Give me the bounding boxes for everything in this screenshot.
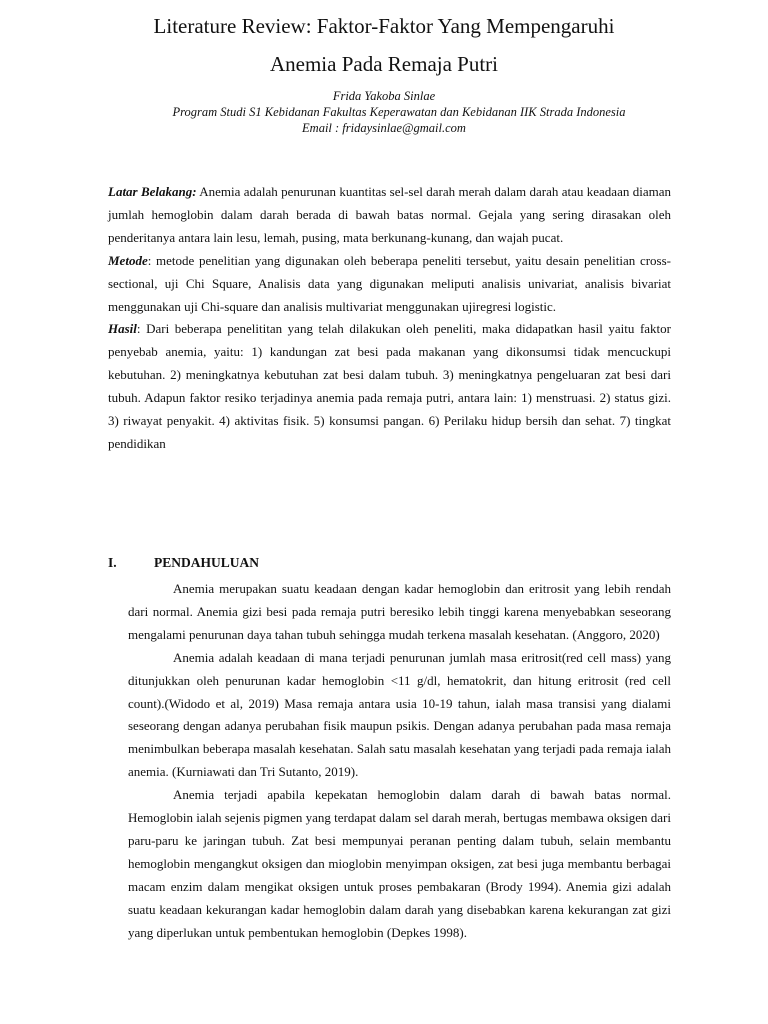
section-title: PENDAHULUAN <box>154 555 260 570</box>
abstract <box>108 181 671 456</box>
abstract-result <box>108 318 671 455</box>
result-text: : Dari beberapa penelititan yang telah dilakukan oleh peneliti, maka didapatkan hasil yaitu faktor penyebab anemia, yaitu: 1) kandungan zat besi pada makanan yang dikonsumsi tidak mencuckupi kebutuhan. 2) meningkatnya kebutuhan zat besi dalam tubuh. 3) meningkatnya pengeluaran zat besi dari tubuh. Adapun faktor resiko terjadinya anemia pada remaja putri, antara lain: 1) menstruasi. 2) status gizi. 3) riwayat penyakit. 4) aktivitas fisik. 5) konsumsi pangan. 6) Perilaku hidup bersih dan sehat. 7) tingkat pendidikan <box>108 321 671 451</box>
section-body <box>128 578 671 945</box>
body-paragraph: Anemia adalah keadaan di mana terjadi penurunan jumlah masa eritrosit(red cell mass) yang ditunjukkan oleh penurunan kadar hemoglobin <11 g/dl, hematokrit, dan hitung eritrosit (red cell count).(Widodo et al, 2019) Masa remaja antara usia 10-19 tahun, ialah masa transisi yang dialami seseorang dengan adanya perubahan fisik maupun psikis. Dengan adanya perubahan pada masa remaja menimbulkan beberapa masalah kesehatan. Salah satu masalah kesehatan yang terjadi pada remaja ialah anemia. (Kurniawati dan Tri Sutanto, 2019). <box>128 649 671 780</box>
method-label: Metode <box>108 252 148 268</box>
section-heading <box>108 555 259 571</box>
body-paragraph: Anemia merupakan suatu keadaan dengan kadar hemoglobin dan eritrosit yang lebih rendah dari normal. Anemia gizi besi pada remaja putri beresiko lebih tinggi karena menyebabkan seseorang mengalami penurunan daya tahan tubuh sehingga mudah terkena masalah kesehatan. (Anggoro, 2020) <box>128 581 671 642</box>
author-name: Frida Yakoba Sinlae <box>332 89 436 103</box>
paper-title-line-1: Literature Review: Faktor-Faktor Yang Mempengaruhi <box>153 14 615 38</box>
abstract-method <box>108 250 671 319</box>
result-label: Hasil <box>108 321 137 337</box>
background-text: Anemia adalah penurunan kuantitas sel-sel darah merah dalam darah atau keadaan diaman jumlah hemoglobin dalam darah berada di bawah batas normal. Gejala yang sering dirasakan oleh penderitanya antara lain lesu, lemah, pusing, mata berkunang-kunang, dan wajah pucat. <box>108 184 671 245</box>
author-affiliation: Program Studi S1 Kebidanan Fakultas Keperawatan dan Kebidanan IIK Strada Indonesia <box>172 105 626 119</box>
paper-title-line-2: Anemia Pada Remaja Putri <box>269 52 499 76</box>
abstract-background <box>108 181 671 250</box>
body-paragraph: Anemia terjadi apabila kepekatan hemoglobin dalam darah di bawah batas normal. Hemoglobin ialah sejenis pigmen yang terdapat dalam sel darah merah, bertugas membawa oksigen dari paru-paru ke jaringan tubuh. Zat besi mempunyai peranan penting dalam tubuh, selain membantu hemoglobin mengangkut oksigen dan mioglobin menyimpan oksigen, zat besi juga membantu berbagai macam enzim dalam mengikat oksigen untuk proses pembakaran (Brody 1994). Anemia gizi adalah suatu keadaan kekurangan kadar hemoglobin dalam darah yang disebabkan karena kekurangan zat gizi yang diperlukan untuk pembentukan hemoglobin (Depkes 1998). <box>128 787 671 940</box>
section-number: I. <box>108 555 117 570</box>
author-email: Email : fridaysinlae@gmail.com <box>302 121 466 135</box>
background-label: Latar Belakang: <box>108 184 197 199</box>
method-text: : metode penelitian yang digunakan oleh beberapa peneliti tersebut, yaitu desain penelitian cross-sectional, uji Chi Square, Analisis data yang digunakan meliputi analisis univariat, analisis bivariat menggunakan uji Chi-square dan analisis multivariat menggunakan ujiregresi logistic. <box>108 252 671 314</box>
